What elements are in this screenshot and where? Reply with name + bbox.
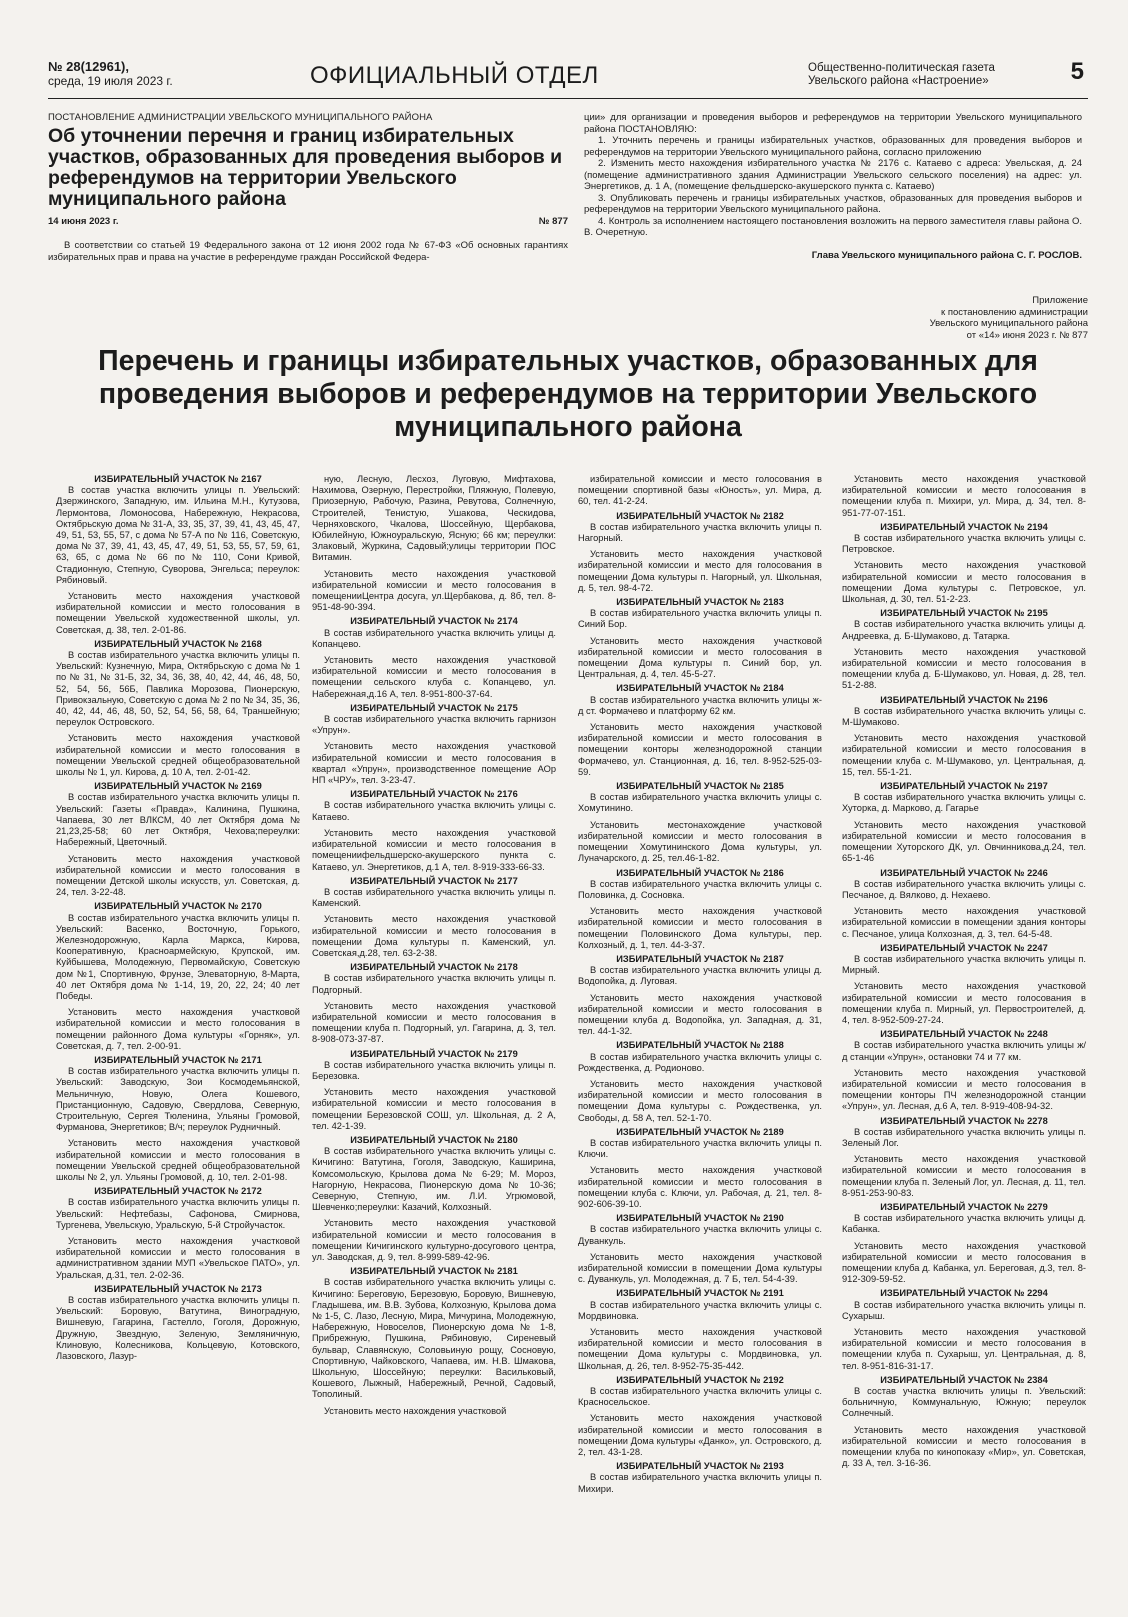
precinct-heading: ИЗБИРАТЕЛЬНЫЙ УЧАСТОК № 2197 xyxy=(880,781,1048,792)
precinct-heading: ИЗБИРАТЕЛЬНЫЙ УЧАСТОК № 2181 xyxy=(350,1266,518,1277)
precinct-heading: ИЗБИРАТЕЛЬНЫЙ УЧАСТОК № 2194 xyxy=(880,521,1048,532)
precinct-paragraph: В состав избирательного участка включить улицы п. Синий Бор. xyxy=(578,608,822,630)
precinct-paragraph: Установить место нахождения участковой избирательной комиссии и место голосования в помещении клуба п. Сухарыш, ул. Центральная, д. 8, тел. 8-951-816-31-17. xyxy=(842,1327,1086,1371)
precinct-heading: ИЗБИРАТЕЛЬНЫЙ УЧАСТОК № 2175 xyxy=(350,702,518,713)
precinct-paragraph: Установить место нахождения участковой избирательной комиссии и место голосования в помещении конторы железнодорожной станции Формачево, ул. Станционная, д. 16, тел. 8-952-525-03-59. xyxy=(578,722,822,777)
precinct-heading: ИЗБИРАТЕЛЬНЫЙ УЧАСТОК № 2171 xyxy=(94,1054,262,1065)
precinct-paragraph: В состав избирательного участка включить улицы п. Ключи. xyxy=(578,1137,822,1160)
precinct-paragraph: Установить место нахождения участковой избирательной комиссии и место голосования в помещении Березовской СОШ, ул. Школьная, д. 2 А, тел. 42-1-39. xyxy=(312,1087,556,1131)
precinct-heading: ИЗБИРАТЕЛЬНЫЙ УЧАСТОК № 2168 xyxy=(94,638,262,649)
precinct-section xyxy=(842,608,1086,691)
precinct-heading: ИЗБИРАТЕЛЬНЫЙ УЧАСТОК № 2246 xyxy=(880,867,1048,878)
precinct-heading: ИЗБИРАТЕЛЬНЫЙ УЧАСТОК № 2183 xyxy=(616,597,784,608)
precinct-paragraph: Установить место нахождения участковой избирательной комиссии и место голосования в помещении Увельской средней общеобразовательной школы № 2, ул. Ульяны Громовой, д. 10, тел. 2-01-98. xyxy=(56,1138,300,1182)
precinct-section xyxy=(578,511,822,594)
precinct-heading: ИЗБИРАТЕЛЬНЫЙ УЧАСТОК № 2247 xyxy=(880,942,1048,953)
precinct-section xyxy=(578,1375,822,1458)
precinct-heading: ИЗБИРАТЕЛЬНЫЙ УЧАСТОК № 2179 xyxy=(350,1048,518,1059)
precinct-paragraph: В состав избирательного участка включить улицы с. Хомутинино. xyxy=(578,792,822,814)
precinct-heading: ИЗБИРАТЕЛЬНЫЙ УЧАСТОК № 2186 xyxy=(616,867,784,878)
precinct-paragraph: В состав избирательного участка включить улицы с. Дуванкуль. xyxy=(578,1224,822,1246)
precinct-section xyxy=(842,1202,1086,1285)
precinct-paragraph: Установить место нахождения участковой избирательной комиссии и место голосования в помещении районного Дома культуры «Горняк», ул. Советская, д. 7, тел. 2-00-91. xyxy=(56,1007,300,1051)
precinct-paragraph: Установить место нахождения участковой избирательной комиссии и место голосования в помещении клуба с. М-Шумаково, ул. Центральная, д. 15, тел. 55-1-21. xyxy=(842,733,1086,777)
precinct-section xyxy=(56,781,300,898)
precinct-heading: ИЗБИРАТЕЛЬНЫЙ УЧАСТОК № 2195 xyxy=(880,608,1048,619)
text-column-3 xyxy=(578,474,822,1495)
precinct-paragraph: Установить место нахождения участковой избирательной комиссии и место голосования в помещении клуба п. Михири, ул. Мира, д. 34, тел. 8-951-77-07-151. xyxy=(842,474,1086,518)
precinct-section xyxy=(842,1288,1086,1371)
precinct-paragraph: Установить место нахождения участковой избирательной комиссии и место голосования в помещении клуба с. Ключи, ул. Рабочая, д. 21, тел. 8-902-606-39-10. xyxy=(578,1165,822,1209)
precinct-heading: ИЗБИРАТЕЛЬНЫЙ УЧАСТОК № 2190 xyxy=(616,1213,784,1224)
precinct-paragraph: Установить место нахождения участковой избирательной комиссии и место голосования в помещении Дома культуры п. Каменский, ул. Советская,д.28, тел. 63-2-38. xyxy=(312,914,556,958)
precinct-heading: ИЗБИРАТЕЛЬНЫЙ УЧАСТОК № 2173 xyxy=(94,1283,262,1294)
precinct-paragraph: Установить место нахождения участковой избирательной комиссии и место голосования в помещении клуба д. Водопойка, ул. Западная, д. 31, тел. 44-1-32. xyxy=(578,992,822,1037)
decree-paragraph: 1. Уточнить перечень и границы избирательных участков, образованных для проведения выборов и референдумов на территории Увельского муниципального района, согласно приложению xyxy=(584,135,1082,158)
precinct-paragraph: В состав избирательного участка включить улицы п. Увельский: Заводскую, Зои Космодемьянской, Мельничную, Новую, Олега Кошевого, Пристанционную, Садовую, Свердлова, Северную, Строительную, Сергея Тюленина, Ульяны Громовой, Фурманова, Энергетиков; В/ч; переулок Рудничный. xyxy=(56,1066,300,1133)
section-title: ОФИЦИАЛЬНЫЙ ОТДЕЛ xyxy=(310,62,599,89)
decree-header xyxy=(48,112,568,263)
decree-signature: Глава Увельского муниципального района С. Г. РОСЛОВ. xyxy=(811,249,1082,261)
precinct-heading: ИЗБИРАТЕЛЬНЫЙ УЧАСТОК № 2191 xyxy=(616,1288,784,1299)
precinct-paragraph: В состав избирательного участка включить улицы ж/д станции «Упрун», остановки 74 и 77 км. xyxy=(842,1040,1086,1062)
precinct-paragraph: Установить место нахождения участковой избирательной комиссии и место голосования в помещении Дома культуры с. Рождественка, ул. Свободы, д. 58 А, тел. 52-1-70. xyxy=(578,1078,822,1123)
precinct-section xyxy=(312,1135,556,1263)
precinct-section xyxy=(842,474,1086,519)
precinct-paragraph: Установить место нахождения участковой избирательной комиссии и место голосования в помещении клуба по кинопоказу «Мир», ул. Советская, д. 33 А, тел. 3-16-36. xyxy=(842,1424,1086,1469)
precinct-paragraph: Установить место нахождения участковой xyxy=(324,1405,507,1416)
decree-intro: В соответствии со статьей 19 Федерального закона от 12 июня 2002 года № 67-ФЗ «Об основных гарантиях избирательных прав и права на участие в референдуме граждан Российской Федера- xyxy=(48,240,568,263)
precinct-heading: ИЗБИРАТЕЛЬНЫЙ УЧАСТОК № 2248 xyxy=(880,1029,1048,1040)
page-number: 5 xyxy=(1070,58,1084,85)
precinct-section xyxy=(312,789,556,872)
issue-date: среда, 19 июля 2023 г. xyxy=(48,74,173,88)
precinct-paragraph: Установить место нахождения участковой избирательной комиссии и место голосования в помещении клуба д. Кабанка, ул. Береговая, д.3, тел. 8-912-309-59-52. xyxy=(842,1240,1086,1285)
precinct-paragraph: Установить место нахождения участковой избирательной комиссии и место голосования в помещении Увельской художественной школы, ул. Советская, д. 38, тел. 2-01-86. xyxy=(56,591,300,635)
precinct-section xyxy=(578,954,822,1037)
precinct-heading: ИЗБИРАТЕЛЬНЫЙ УЧАСТОК № 2188 xyxy=(616,1040,784,1051)
precinct-section xyxy=(56,1055,300,1183)
decree-number: № 877 xyxy=(538,216,568,227)
precinct-paragraph: Установить место нахождения участковой избирательной комиссии и место голосования в помещении Детской школы искусств, ул. Советская, д. 24, тел. 3-22-48. xyxy=(56,853,300,898)
precinct-heading: ИЗБИРАТЕЛЬНЫЙ УЧАСТОК № 2167 xyxy=(94,474,262,484)
precinct-heading: ИЗБИРАТЕЛЬНЫЙ УЧАСТОК № 2192 xyxy=(616,1374,784,1385)
precinct-paragraph: В состав избирательного участка включить улицы с. Катаево. xyxy=(312,800,556,822)
precinct-paragraph: Установить место нахождения участковой избирательной комиссии и место голосования в помещении Дома культуры с. Мордвиновка, ул. Школьная, д. 26, тел. 8-952-75-35-442. xyxy=(578,1327,822,1371)
precinct-paragraph: В состав избирательного участка включить улицы с. Мордвиновка. xyxy=(578,1299,822,1321)
precinct-heading: ИЗБИРАТЕЛЬНЫЙ УЧАСТОК № 2189 xyxy=(616,1126,784,1137)
precinct-paragraph: В состав избирательного участка включить улицы п. Михири. xyxy=(578,1472,822,1494)
precinct-paragraph: В состав избирательного участка включить улицы д. Водопойка, д. Луговая. xyxy=(578,965,822,987)
precinct-paragraph: Установить место нахождения участковой избирательной комиссии и место голосования в помещении клуба д. Б-Шумаково, ул. Новая, д. 28, тел. 51-2-88. xyxy=(842,646,1086,691)
precinct-paragraph: В состав избирательного участка включить улицы ж-д ст. Формачево и платформу 62 км. xyxy=(578,694,822,716)
precinct-paragraph: В состав избирательного участка включить гарнизон «Упрун». xyxy=(312,714,556,736)
precinct-paragraph: избирательной комиссии и место голосования в помещении спортивной базы «Юность», ул. Мира, д. 60, тел. 41-2-24. xyxy=(578,474,822,507)
precinct-section xyxy=(578,1127,822,1210)
precinct-section xyxy=(578,868,822,951)
precinct-paragraph: В состав избирательного участка включить улицы п. Увельский: Васенко, Восточную, Горького, Железнодорожную, Карла Маркса, Кирова, Кооперативную, Красноармейскую, Крупской, им. Куйбышева, Молодежную, Первомайскую, Советскую дом №1, Спортивную, Фрунзе, Элеваторную, 8-Марта, 40 лет Октября дома № 1-14, 19, 20, 22, 24; 40 лет Победы. xyxy=(56,912,300,1001)
precinct-paragraph: В состав избирательного участка включить улицы д. Копанцево. xyxy=(312,627,556,649)
precinct-section xyxy=(842,1029,1086,1112)
main-title: Перечень и границы избирательных участков, образованных для проведения выборов и референдумов на территории Увельского муниципального района xyxy=(98,345,1038,443)
precinct-heading: ИЗБИРАТЕЛЬНЫЙ УЧАСТОК № 2193 xyxy=(616,1461,784,1472)
precinct-section xyxy=(578,597,822,680)
precinct-paragraph: Установить место нахождения участковой избирательной комиссии и место голосования в административном здании МУП «Увельское ПАТО», ул. Уральская, д.31, тел. 2-02-36. xyxy=(56,1236,300,1280)
precinct-paragraph: В состав избирательного участка включить улицы п. Каменский. xyxy=(312,886,556,909)
precinct-section xyxy=(56,1284,300,1362)
precinct-paragraph: В состав избирательного участка включить улицы п. Увельский: Нефтебазы, Сафонова, Смирнова, Тургенева, Увельскую, Уральскую, 5-й Стройучасток. xyxy=(56,1197,300,1230)
precinct-paragraph: В состав избирательного участка включить улицы с. Песчаное, д. Вялково, д. Нехаево. xyxy=(842,878,1086,900)
precinct-paragraph: Установить место нахождения участковой избирательной комиссии и место голосования в помещении Увельской средней общеобразовательной школы № 1, ул. Кирова, д. 10 А, тел. 2-01-42. xyxy=(56,733,300,778)
precinct-section xyxy=(312,616,556,699)
decree-paragraph: 4. Контроль за исполнением настоящего постановления возложить на первого заместителя главы района О. В. Очеретную. xyxy=(584,215,1082,238)
precinct-section xyxy=(312,703,556,786)
precinct-section xyxy=(312,962,556,1045)
precinct-heading: ИЗБИРАТЕЛЬНЫЙ УЧАСТОК № 2294 xyxy=(880,1288,1048,1299)
precinct-paragraph: Установить место нахождения участковой избирательной комиссии и место для голосования в помещении Дома культуры п. Нагорный, ул. Школьная, д. 5, тел. 98-4-72. xyxy=(578,549,822,593)
precinct-paragraph: В состав избирательного участка включить улицы п. Мирный. xyxy=(842,953,1086,976)
precinct-paragraph: В состав избирательного участка включить улицы с. М-Шумаково. xyxy=(842,705,1086,728)
paper-name-line2: Увельского района «Настроение» xyxy=(808,75,989,87)
precinct-section xyxy=(56,1186,300,1281)
precinct-paragraph: В состав избирательного участка включить улицы с. Кичигино: Береговую, Березовую, Боровую, Вишневую, Гладышева, им. В.В. Зубова, Колхозную, Крылова дома № 1-5, С. Лазо, Лесную, Мира, Мичурина, Молодежную, Набережную, Новоселов, Пионерскую дома № 1-8, Прибрежную, Пушкина, Рябиновую, Сиреневый бульвар, Славянскую, Соловьиную рощу, Сосновую, Спортивную, Чайковского, Чапаева, им. Н.В. Шмакова, Школьную, Шоссейную; переулки: Васильковый, Кошевого, Лыжный, Набережный, Речной, Садовый, Тополиный. xyxy=(312,1277,556,1400)
precinct-heading: ИЗБИРАТЕЛЬНЫЙ УЧАСТОК № 2384 xyxy=(880,1374,1048,1385)
precinct-paragraph: Установить место нахождения участковой избирательной комиссии в помещении здания конторы с. Песчаное, улица Колхозная, д. 3, тел. 64-5-48. xyxy=(842,906,1086,939)
precinct-paragraph: Установить место нахождения участковой избирательной комиссии и место голосования в помещении сельского клуба с. Копанцево, ул. Набережная,д.16 А, тел. 8-951-800-37-64. xyxy=(312,655,556,699)
text-column-2 xyxy=(312,474,556,1417)
precinct-paragraph: В состав избирательного участка включить улицы п. Увельский: Боровую, Ватутина, Виноградную, Вишневую, Гагарина, Гастелло, Гоголя, Дорожную, Дружную, Звездную, Зеленую, Земляничную, Клиновую, Колесникова, Кольцевую, Котовского, Лазовского, Лазур- xyxy=(56,1295,300,1362)
precinct-heading: ИЗБИРАТЕЛЬНЫЙ УЧАСТОК № 2279 xyxy=(880,1201,1048,1212)
precinct-paragraph: В состав избирательного участка включить улицы с. Петровское. xyxy=(842,533,1086,555)
precinct-paragraph: В состав участка включить улицы п. Увельский: больничную, Коммунальную, Южную; переулок Солнечный. xyxy=(842,1386,1086,1419)
paper-name xyxy=(808,62,995,88)
precinct-paragraph: Установить местонахождение участковой избирательной комиссии и место голосования в помещении Хомутининского Дома культуры, ул. Луначарского, д. 25, тел.46-1-82. xyxy=(578,819,822,864)
decree-paragraph: 3. Опубликовать перечень и границы избирательных участков, образованных для проведения выборов и референдумов на территории Увельского муниципального района. xyxy=(584,192,1082,215)
precinct-paragraph: Установить место нахождения участковой избирательной комиссии и место голосования в помещениифельдшерско-акушерского пункта с. Катаево, ул. Энергетиков, д.1 А, тел. 8-919-333-66-33. xyxy=(312,827,556,872)
precinct-heading: ИЗБИРАТЕЛЬНЫЙ УЧАСТОК № 2185 xyxy=(616,781,784,792)
precinct-heading: ИЗБИРАТЕЛЬНЫЙ УЧАСТОК № 2196 xyxy=(880,694,1048,705)
precinct-section xyxy=(842,522,1086,605)
precinct-section xyxy=(578,1213,822,1285)
precinct-paragraph: ную, Лесную, Лесхоз, Луговую, Мифтахова, Нахимова, Озерную, Перестройки, Пляжную, Полевую, Приозерную, Рабочую, Разина, Ревутова, Солнечную, Строителей, Тенистую, Ушакова, Ческидова, Черняховского, Чкалова, Шоссейную, Щербакова, Юбилейную, Южноуральскую, Ясную; 66 км; переулки: Злаковый, Журкина, Садовый;улицы территории ПОС Витамин. xyxy=(312,474,556,563)
appendix-line: от «14» июня 2023 г. № 877 xyxy=(966,329,1088,341)
precinct-section xyxy=(842,943,1086,1026)
precinct-section xyxy=(842,781,1086,864)
precinct-paragraph: В состав участка включить улицы п. Увельский: Дзержинского, Западную, им. Ильина М.Н., Кутузова, Лермонтова, Ломоносова, Набережную, Некрасова, Октябрьскую дома № 31-А, 33, 35, 37, 39, 41, 43, 45, 47, 49, 51, 53, 55, 57, с дома № 57-А по № 116, Советскую, дома № 37, 39, 41, 43, 45, 47, 49, 51, 53, 55, 57, 59, 61, 63, 65, с дома № 66 по № 110, Сони Кривой, Стадионную, Степную, Суворова, Энгельса; переулок: Рябиновый. xyxy=(56,485,300,585)
precinct-heading: ИЗБИРАТЕЛЬНЫЙ УЧАСТОК № 2172 xyxy=(94,1186,262,1197)
precinct-heading: ИЗБИРАТЕЛЬНЫЙ УЧАСТОК № 2178 xyxy=(350,962,518,973)
appendix-line: к постановлению администрации xyxy=(941,306,1088,318)
precinct-heading: ИЗБИРАТЕЛЬНЫЙ УЧАСТОК № 2177 xyxy=(350,875,518,886)
precinct-paragraph: В состав избирательного участка включить улицы п. Зеленый Лог. xyxy=(842,1126,1086,1148)
precinct-section xyxy=(312,876,556,959)
precinct-paragraph: В состав избирательного участка включить улицы с. Красносельское. xyxy=(578,1386,822,1408)
precinct-section xyxy=(312,1049,556,1132)
precinct-paragraph: Установить место нахождения участковой избирательной комиссии и место голосования в квартал «Упрун», производственное помещение АОр НП «ЧРУ», тел. 3-23-47. xyxy=(312,741,556,786)
precinct-section xyxy=(312,1266,556,1417)
precinct-section xyxy=(578,1461,822,1495)
decree-title: Об уточнении перечня и границ избирательных участков, образованных для проведения выборов и референдумов на территории Увельского муниципального района xyxy=(48,125,563,210)
decree-dateline xyxy=(48,216,568,228)
precinct-section xyxy=(842,695,1086,778)
precinct-section xyxy=(842,1375,1086,1470)
precinct-paragraph: Установить место нахождения участковой избирательной комиссии и место голосования в помещении Дома культуры п. Синий бор, ул. Центральная, д. 4, тел. 45-5-27. xyxy=(578,635,822,680)
precinct-section xyxy=(578,683,822,778)
precinct-section xyxy=(578,474,822,508)
precinct-paragraph: Установить место нахождения участковой избирательной комиссии в помещении Дома культуры с. Дуванкуль, ул. Молодежная, д. 7 Б, тел. 54-4-39. xyxy=(578,1251,822,1285)
precinct-paragraph: Установить место нахождения участковой избирательной комиссии и место голосования в помещении конторы ПЧ железнодорожной станции «Упрун», ул. Лесная, д.6 А, тел. 8-919-408-94-32. xyxy=(842,1067,1086,1112)
precinct-paragraph: В состав избирательного участка включить улицы с. Кичигино: Ватутина, Гоголя, Заводскую, Каширина, Комсомольскую, Крылова дома № 6-29; М. Мороз, Нагорную, Некрасова, Пионерскую дома № 10-36; Северную, Степную, им. Л.И. Угрюмовой, Шевченко;переулки: Казачий, Колхозный. xyxy=(312,1146,556,1213)
issue-info xyxy=(48,60,173,88)
decree-paragraph: 2. Изменить место нахождения избирательного участка № 2176 с. Катаево с адреса: Увельская, д. 24 (помещение административного здания Администрации Увельского сельского поселения) на адрес: ул. Энергетиков, д. 1 А, (помещение фельдшерско-акушерского пункта с. Катаево) xyxy=(584,158,1082,192)
precinct-paragraph: Установить место нахождения участковой избирательной комиссии и место голосования в помещенииЦентра досуга, ул.Щербакова, д. 8б, тел. 8-951-48-90-394. xyxy=(312,568,556,613)
precinct-section xyxy=(56,474,300,636)
precinct-section xyxy=(312,474,556,613)
precinct-paragraph: В состав избирательного участка включить улицы д. Андреевка, д. Б-Шумаково, д. Татарка. xyxy=(842,619,1086,641)
precinct-section xyxy=(578,1040,822,1123)
precinct-paragraph: В состав избирательного участка включить улицы п. Подгорный. xyxy=(312,973,556,995)
precinct-paragraph: В состав избирательного участка включить улицы п. Сухарыш. xyxy=(842,1299,1086,1321)
precinct-paragraph: Установить место нахождения участковой избирательной комиссии и место голосования в помещении Кичигинского культурно-досугового центра, ул. Заводская, д. 9, тел. 8-999-589-42-96. xyxy=(312,1218,556,1262)
text-column-4 xyxy=(842,474,1086,1469)
precinct-paragraph: В состав избирательного участка включить улицы д. Кабанка. xyxy=(842,1213,1086,1235)
precinct-heading: ИЗБИРАТЕЛЬНЫЙ УЧАСТОК № 2180 xyxy=(350,1134,518,1145)
precinct-paragraph: Установить место нахождения участковой избирательной комиссии и место голосования в помещении Дома культуры с. Петровское, ул. Школьная, д. 30, тел. 51-2-23. xyxy=(842,560,1086,605)
precinct-paragraph: Установить место нахождения участковой избирательной комиссии и место голосования в помещении клуба п. Зеленый Лог, ул. Лесная, д. 11, тел. 8-951-253-90-83. xyxy=(842,1154,1086,1198)
precinct-heading: ИЗБИРАТЕЛЬНЫЙ УЧАСТОК № 2184 xyxy=(616,683,784,694)
precinct-heading: ИЗБИРАТЕЛЬНЫЙ УЧАСТОК № 2278 xyxy=(880,1115,1048,1126)
decree-paragraph: ции» для организации и проведения выборов и референдумов на территории Увельского муниципального района ПОСТАНОВЛЯЮ: xyxy=(584,112,1082,135)
precinct-section xyxy=(578,781,822,864)
decree-kicker: ПОСТАНОВЛЕНИЕ АДМИНИСТРАЦИИ УВЕЛЬСКОГО МУНИЦИПАЛЬНОГО РАЙОНА xyxy=(48,112,433,123)
precinct-section xyxy=(56,901,300,1052)
appendix-note xyxy=(848,295,1088,341)
precinct-heading: ИЗБИРАТЕЛЬНЫЙ УЧАСТОК № 2182 xyxy=(616,510,784,521)
precinct-section xyxy=(56,639,300,778)
precinct-paragraph: Установить место нахождения участковой избирательной комиссии и место голосования в помещении Хуторского ДК, ул. Овчинникова,д.24, тел. 65-1-46 xyxy=(842,819,1086,864)
masthead xyxy=(48,58,1088,99)
paper-name-line1: Общественно-политическая газета xyxy=(808,62,995,74)
precinct-heading: ИЗБИРАТЕЛЬНЫЙ УЧАСТОК № 2176 xyxy=(350,789,518,800)
precinct-paragraph: Установить место нахождения участковой избирательной комиссии и место голосования в помещении Дома культуры «Данко», ул. Островского, д. 2, тел. 43-1-28. xyxy=(578,1413,822,1458)
precinct-paragraph: В состав избирательного участка включить улицы с. Половинка, д. Сосновка. xyxy=(578,878,822,900)
precinct-paragraph: В состав избирательного участка включить улицы с. Хуторка, д. Марково, д. Гагарье xyxy=(842,792,1086,814)
precinct-heading: ИЗБИРАТЕЛЬНЫЙ УЧАСТОК № 2174 xyxy=(350,616,518,627)
precinct-paragraph: В состав избирательного участка включить улицы п. Увельский: Кузнечную, Мира, Октябрьскую с дома № 1 по № 31, № 31-Б, 32, 34, 36, 38, 40, 42, 44, 46, 48, 50, 52, 54, 56, 56Б, Павлика Морозова, Пионерскую, Привокзальную, Советскую с дома № 2 по № 34, 35, 36, 40, 42, 44, 46, 48, 50, 52, 54, 56, 58, 64, Траншейную; переулок Островского. xyxy=(56,650,300,728)
issue-number: № 28(12961), xyxy=(48,59,129,74)
precinct-paragraph: Установить место нахождения участковой избирательной комиссии и место голосования в помещении клуба п. Подгорный, ул. Гагарина, д. 3, тел. 8-908-073-37-87. xyxy=(312,1000,556,1045)
appendix-line: Приложение xyxy=(1032,295,1088,306)
precinct-heading: ИЗБИРАТЕЛЬНЫЙ УЧАСТОК № 2187 xyxy=(616,953,784,964)
precinct-paragraph: В состав избирательного участка включить улицы п. Березовка. xyxy=(312,1059,556,1081)
precinct-section xyxy=(842,868,1086,940)
precinct-section xyxy=(578,1288,822,1371)
appendix-line: Увельского муниципального района xyxy=(929,318,1088,329)
precinct-heading: ИЗБИРАТЕЛЬНЫЙ УЧАСТОК № 2170 xyxy=(94,901,262,912)
precinct-paragraph: Установить место нахождения участковой избирательной комиссии и место голосования в помещении Половинского Дома культуры, пер. Колхозный, д. 1, тел. 44-3-37. xyxy=(578,906,822,950)
decree-date: 14 июня 2023 г. xyxy=(48,216,119,227)
precinct-paragraph: В состав избирательного участка включить улицы с. Рождественка, д. Родионово. xyxy=(578,1051,822,1073)
decree-body xyxy=(584,112,1082,261)
precinct-section xyxy=(842,1116,1086,1199)
precinct-paragraph: В состав избирательного участка включить улицы п. Нагорный. xyxy=(578,521,822,544)
text-column-1 xyxy=(56,474,300,1362)
precinct-paragraph: Установить место нахождения участковой избирательной комиссии и место голосования в помещении клуба п. Мирный, ул. Первостроителей, д. 4, тел. 8-952-509-27-24. xyxy=(842,981,1086,1025)
precinct-heading: ИЗБИРАТЕЛЬНЫЙ УЧАСТОК № 2169 xyxy=(94,781,262,792)
precinct-paragraph: В состав избирательного участка включить улицы п. Увельский: Газеты «Правда», Калинина, Пушкина, Чапаева, 30 лет ВЛКСМ, 40 лет Октября дома № 21,23,25-58; 60 лет Октября, Чехова;переулки: Набережный, Цветочный. xyxy=(56,792,300,848)
